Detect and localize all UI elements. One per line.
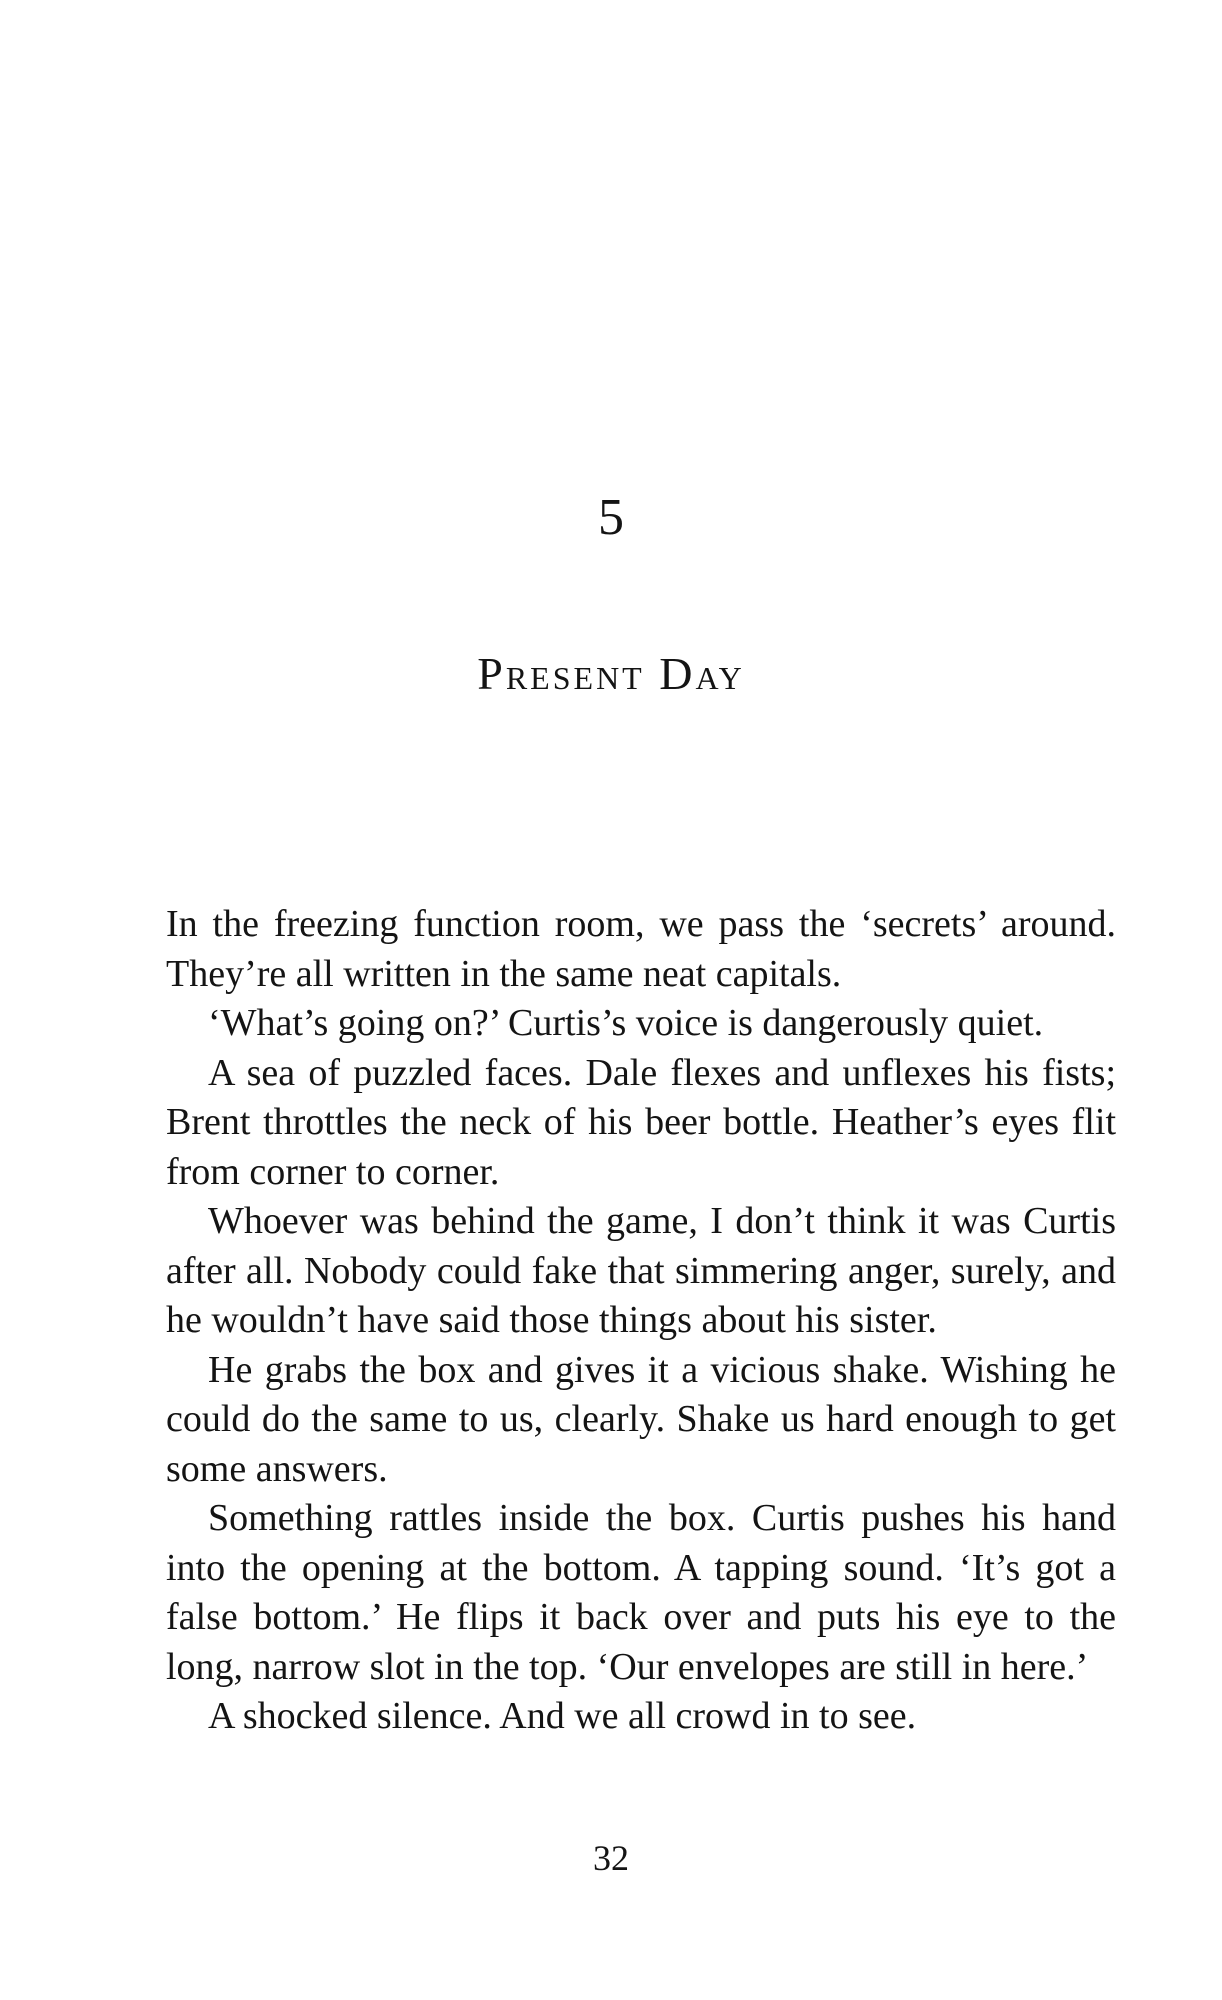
body-text [166, 900, 1116, 1742]
paragraph: ‘What’s going on?’ Curtis’s voice is dangerously quiet. [208, 1002, 1044, 1044]
chapter-number: 5 [598, 489, 624, 546]
paragraph: A shocked silence. And we all crowd in to see. [208, 1695, 917, 1737]
paragraph: He grabs the box and gives it a vicious shake. Wishing he could do the same to us, clearly. Shake us hard enough to get some answers. [166, 1348, 1116, 1490]
paragraph: A sea of puzzled faces. Dale flexes and unflexes his fists; Brent throttles the neck of his beer bottle. Heather’s eyes flit from corner to corner. [166, 1051, 1116, 1193]
paragraph: Whoever was behind the game, I don’t think it was Curtis after all. Nobody could fake that simmering anger, surely, and he wouldn’t have said those things about his sister. [166, 1200, 1116, 1341]
chapter-title: Present Day [477, 648, 745, 699]
paragraph: In the freezing function room, we pass the ‘secrets’ around. They’re all written in the same neat capitals. [166, 903, 1116, 995]
page-number: 32 [593, 1838, 629, 1878]
paragraph: Something rattles inside the box. Curtis pushes his hand into the opening at the bottom. A tapping sound. ‘It’s got a false bottom.’ He flips it back over and puts his eye to the long, narrow slot in the top. ‘Our envelopes are still in here.’ [166, 1497, 1116, 1688]
